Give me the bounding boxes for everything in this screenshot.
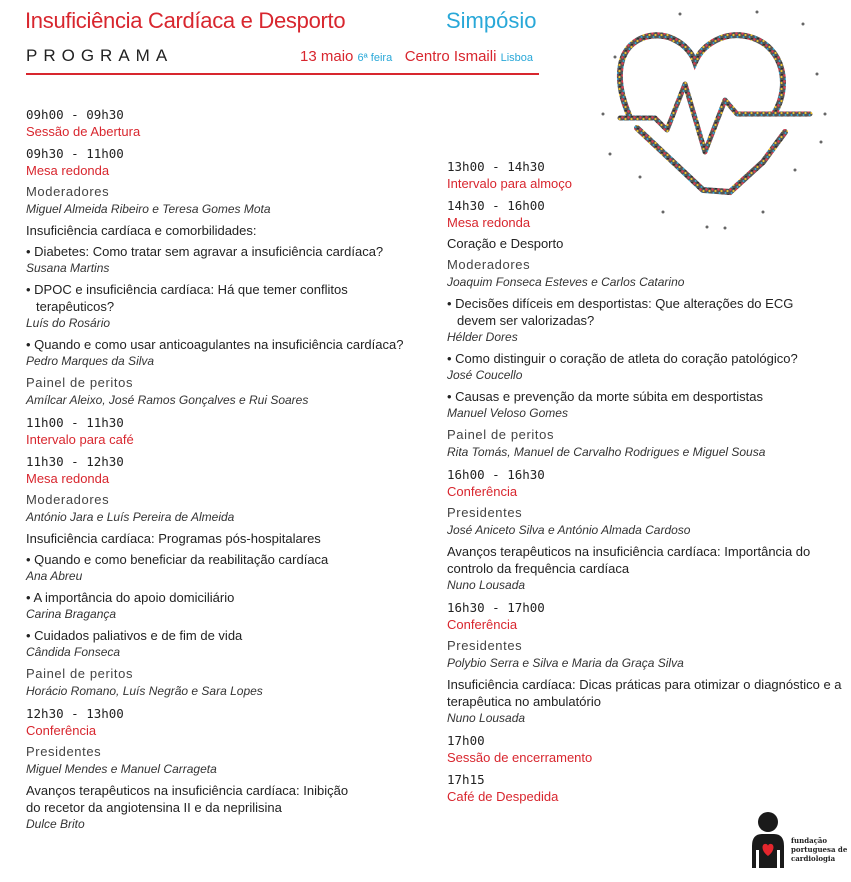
- schedule-item: [447, 599, 847, 727]
- talk-speaker: Cândida Fonseca: [26, 645, 121, 659]
- session-time: 11h30 - 12h30: [26, 454, 124, 469]
- presidents: Miguel Mendes e Manuel Carrageta: [26, 762, 217, 776]
- lecturer: Nuno Lousada: [447, 711, 526, 725]
- talk-speaker: Manuel Veloso Gomes: [447, 406, 568, 420]
- header-divider: [26, 73, 539, 75]
- session-title: Intervalo para café: [26, 432, 134, 447]
- session-time: 09h00 - 09h30: [26, 107, 124, 122]
- talk-title: • DPOC e insuficiência cardíaca: Há que temer conflitos terapêuticos?: [26, 282, 348, 314]
- schedule-item: [26, 453, 426, 700]
- session-time: 17h15: [447, 772, 485, 787]
- session-title: Sessão de encerramento: [447, 750, 593, 765]
- talk-speaker: Luís do Rosário: [26, 316, 111, 330]
- talk-speaker: Ana Abreu: [26, 569, 83, 583]
- talk-title: • Quando e como beneficiar da reabilitação cardíaca: [26, 552, 329, 567]
- session-time: 09h30 - 11h00: [26, 146, 124, 161]
- presidents: Polybio Serra e Silva e Maria da Graça Silva: [447, 656, 684, 670]
- schedule-item: [26, 106, 426, 140]
- lecture-title: Avanços terapêuticos na insuficiência cardíaca: Inibição do recetor da angiotensina II e da neprilisina: [26, 783, 349, 815]
- lecturer: Dulce Brito: [26, 817, 85, 831]
- talk-speaker: José Coucello: [447, 368, 523, 382]
- schedule-item: [26, 705, 426, 833]
- session-time: 11h00 - 11h30: [26, 415, 124, 430]
- session-topic: Insuficiência cardíaca e comorbilidades:: [26, 223, 257, 238]
- session-title: Café de Despedida: [447, 789, 559, 804]
- session-time: 16h00 - 16h30: [447, 467, 545, 482]
- session-time: 13h00 - 14h30: [447, 159, 545, 174]
- panel-members: Rita Tomás, Manuel de Carvalho Rodrigues e Miguel Sousa: [447, 445, 766, 459]
- moderators: António Jara e Luís Pereira de Almeida: [26, 510, 235, 524]
- logo-line: fundação: [791, 836, 828, 845]
- moderators: Miguel Almeida Ribeiro e Teresa Gomes Mota: [26, 202, 271, 216]
- event-weekday: 6ª feira: [357, 52, 393, 64]
- schedule-right-column: [447, 158, 847, 810]
- talk-speaker: Susana Martins: [26, 261, 110, 275]
- schedule-item: [26, 145, 426, 409]
- talk-speaker: Pedro Marques da Silva: [26, 354, 155, 368]
- panel-label: Painel de peritos: [447, 427, 555, 442]
- talk-title: • Cuidados paliativos e de fim de vida: [26, 628, 243, 643]
- session-topic: Insuficiência cardíaca: Programas pós-hospitalares: [26, 531, 321, 546]
- lecturer: Nuno Lousada: [447, 578, 526, 592]
- event-date: 13 maio: [300, 48, 354, 65]
- talk-title: • Decisões difíceis em desportistas: Que alterações do ECG devem ser valorizadas?: [447, 296, 794, 328]
- logo-line: portuguesa de: [791, 845, 848, 854]
- lecture-title: Avanços terapêuticos na insuficiência cardíaca: Importância do controlo da frequência cardíaca: [447, 544, 811, 576]
- programa-heading: PROGRAMA: [26, 46, 174, 65]
- panel-members: Horácio Romano, Luís Negrão e Sara Lopes: [26, 684, 263, 698]
- session-title: Mesa redonda: [26, 163, 110, 178]
- fpc-logo-text: [791, 836, 847, 863]
- panel-label: Painel de peritos: [26, 375, 134, 390]
- presidents-label: Presidentes: [447, 638, 523, 653]
- session-topic: Coração e Desporto: [447, 236, 564, 251]
- talk-title: • Como distinguir o coração de atleta do coração patológico?: [447, 351, 798, 366]
- lecture-title: Insuficiência cardíaca: Dicas práticas para otimizar o diagnóstico e a terapêutica no ambulatório: [447, 677, 842, 709]
- event-type: Simpósio: [446, 8, 537, 33]
- logo-line: cardiologia: [791, 854, 836, 863]
- event-meta: [300, 48, 533, 65]
- schedule-item: [447, 197, 847, 461]
- session-time: 17h00: [447, 733, 485, 748]
- moderators-label: Moderadores: [447, 257, 531, 272]
- moderators-label: Moderadores: [26, 184, 110, 199]
- talk-title: • A importância do apoio domiciliário: [26, 590, 235, 605]
- session-title: Intervalo para almoço: [447, 176, 573, 191]
- session-title: Conferência: [447, 617, 518, 632]
- schedule-item: [447, 466, 847, 594]
- panel-members: Amílcar Aleixo, José Ramos Gonçalves e Rui Soares: [26, 393, 309, 407]
- session-title: Conferência: [26, 723, 97, 738]
- schedule-item: [447, 771, 847, 805]
- session-title: Sessão de Abertura: [26, 124, 141, 139]
- document-title: Insuficiência Cardíaca e Desporto: [25, 8, 346, 33]
- schedule-item: [447, 732, 847, 766]
- talk-title: • Causas e prevenção da morte súbita em desportistas: [447, 389, 763, 404]
- schedule-item: [447, 158, 847, 192]
- session-title: Mesa redonda: [26, 471, 110, 486]
- session-time: 14h30 - 16h00: [447, 198, 545, 213]
- event-venue: Centro Ismaili: [404, 48, 497, 65]
- presidents-label: Presidentes: [447, 505, 523, 520]
- talk-speaker: Hélder Dores: [447, 330, 518, 344]
- session-time: 12h30 - 13h00: [26, 706, 124, 721]
- event-city: Lisboa: [500, 52, 534, 64]
- panel-label: Painel de peritos: [26, 666, 134, 681]
- session-time: 16h30 - 17h00: [447, 600, 545, 615]
- talk-title: • Quando e como usar anticoagulantes na insuficiência cardíaca?: [26, 337, 404, 352]
- schedule-left-column: [26, 106, 426, 838]
- schedule-item: [26, 414, 426, 448]
- talk-title: • Diabetes: Como tratar sem agravar a insuficiência cardíaca?: [26, 244, 384, 259]
- moderators: Joaquim Fonseca Esteves e Carlos Catarino: [447, 275, 685, 289]
- presidents-label: Presidentes: [26, 744, 102, 759]
- presidents: José Aniceto Silva e António Almada Cardoso: [447, 523, 691, 537]
- session-title: Mesa redonda: [447, 215, 531, 230]
- session-title: Conferência: [447, 484, 518, 499]
- moderators-label: Moderadores: [26, 492, 110, 507]
- talk-speaker: Carina Bragança: [26, 607, 117, 621]
